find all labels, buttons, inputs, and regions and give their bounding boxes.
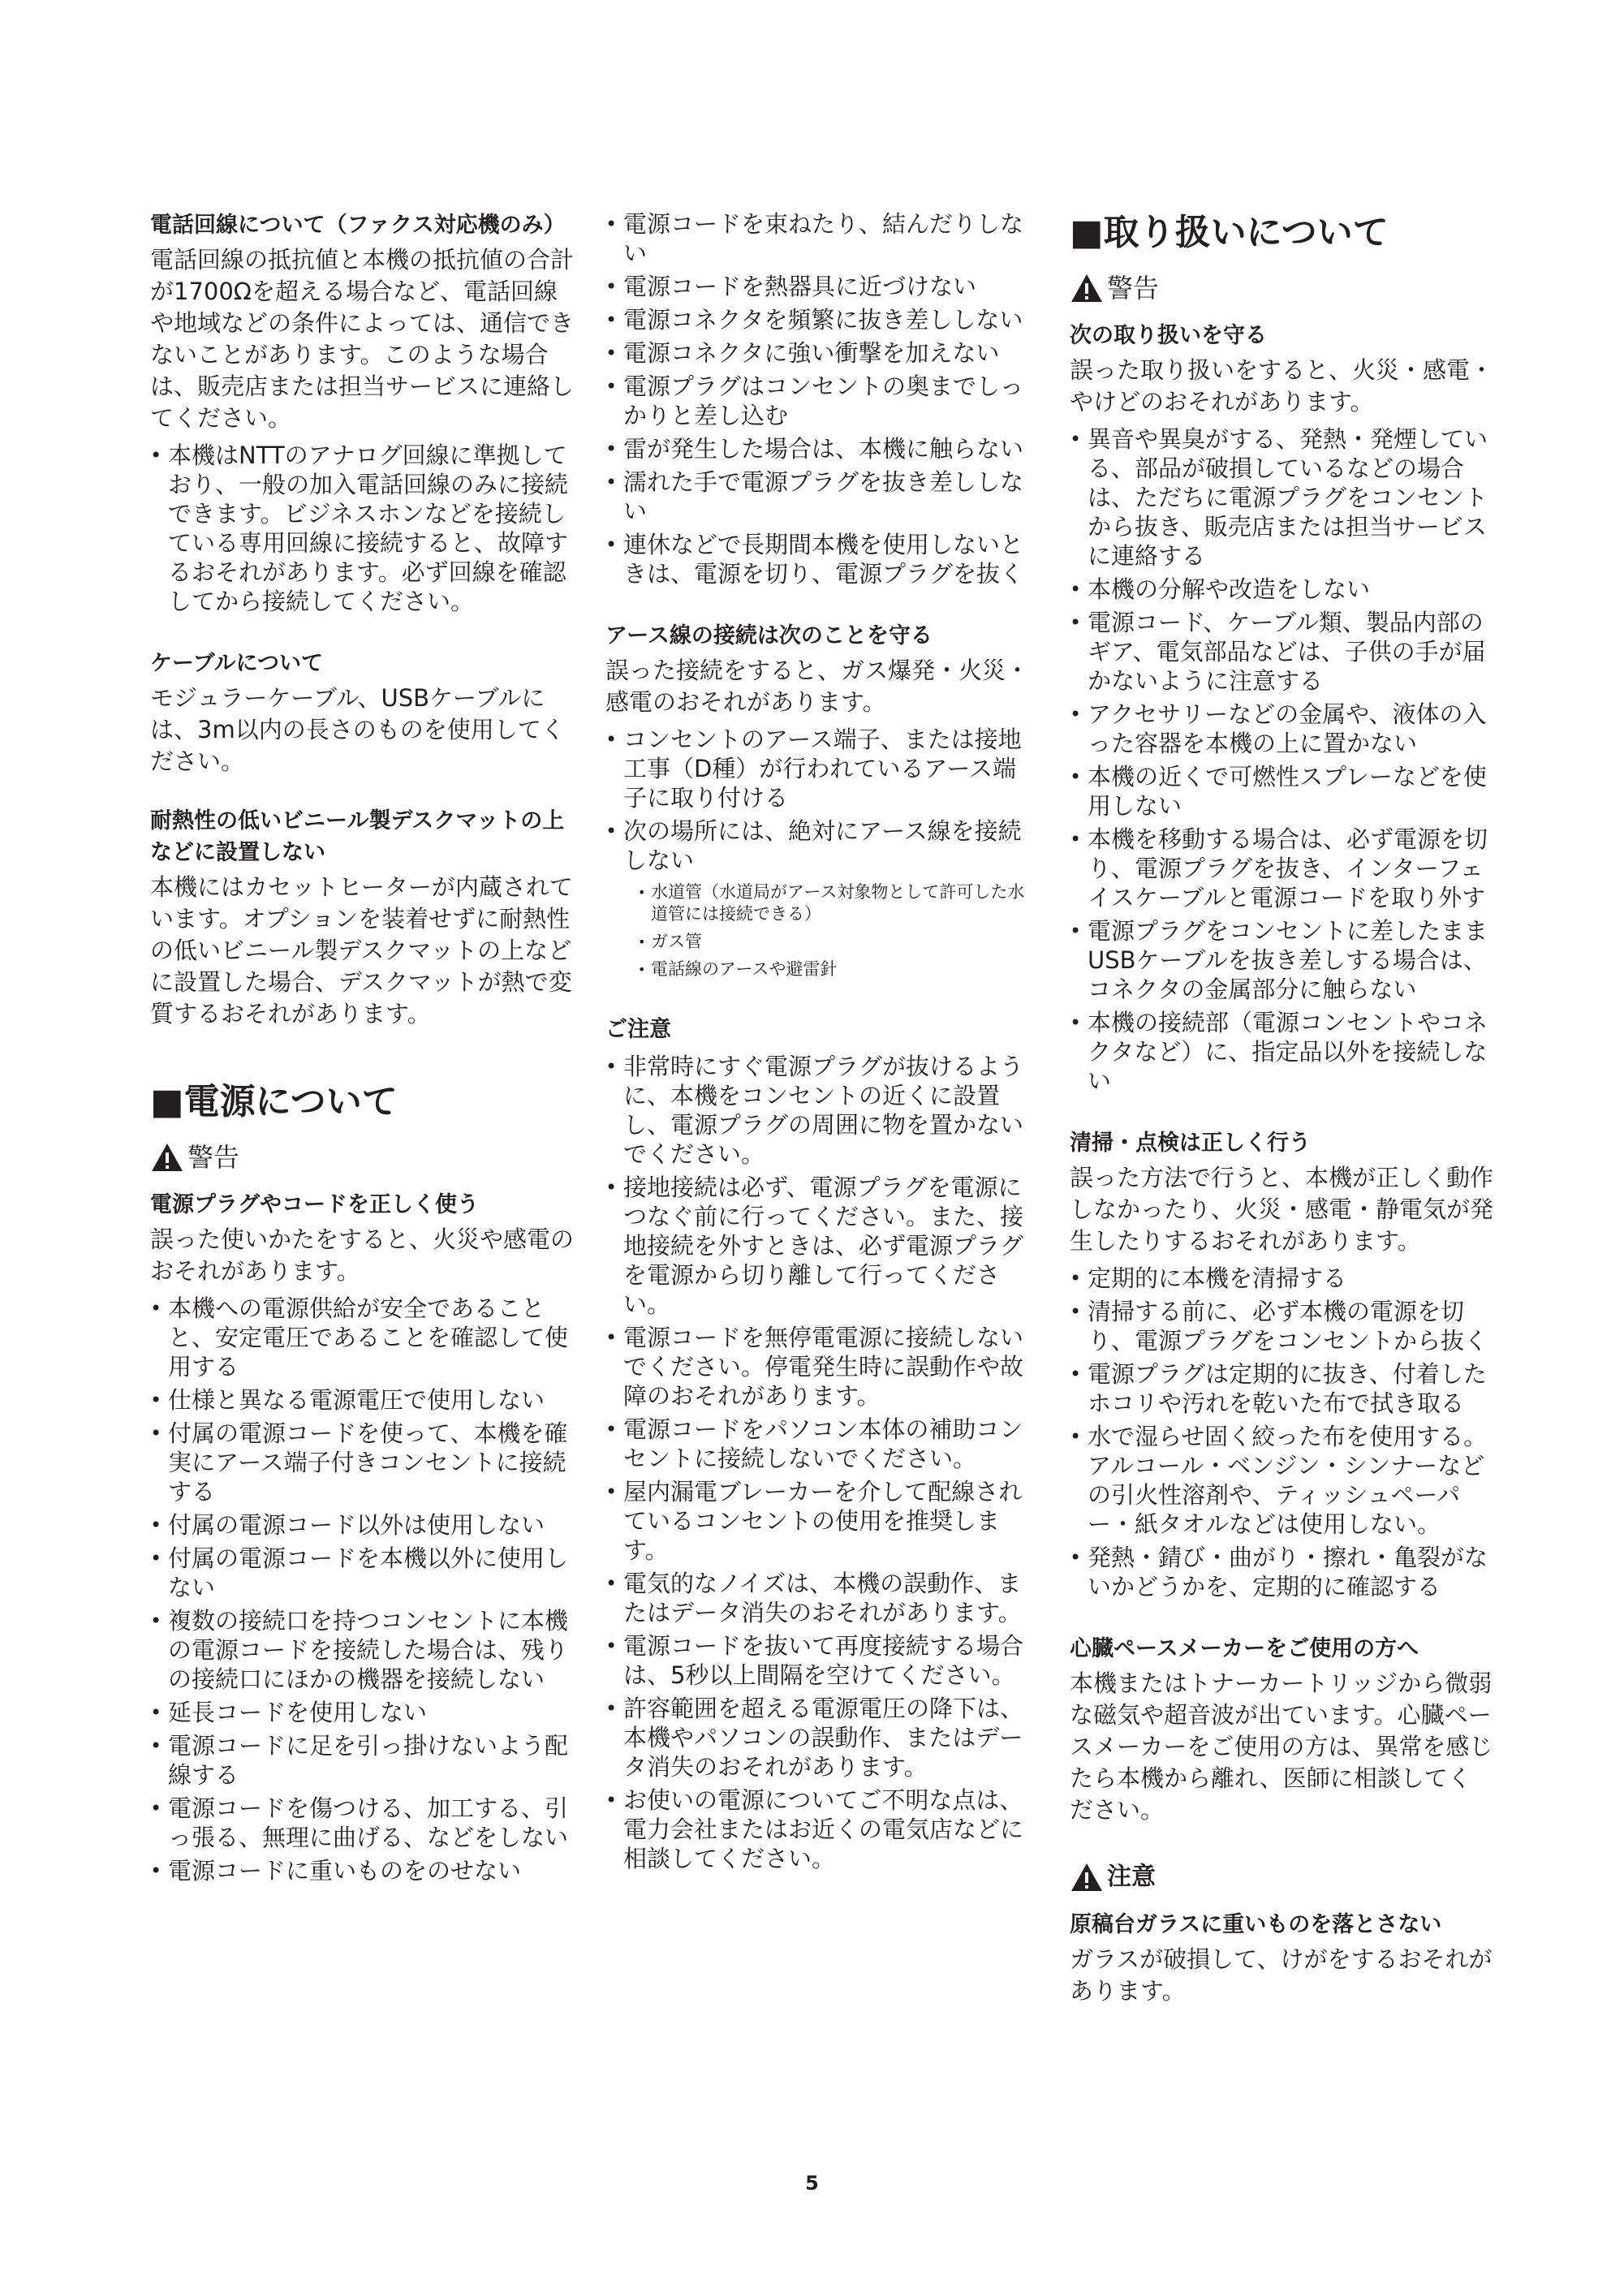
- list-item: • アクセサリーなどの金属や、液体の入った容器を本機の上に置かない: [1070, 700, 1493, 758]
- list-item: • 定期的に本機を清掃する: [1070, 1264, 1493, 1293]
- glass-title: 原稿台ガラスに重いものを落とさない: [1070, 1912, 1442, 1937]
- cleaning-body: 誤った方法で行うと、本機が正しく動作しなかったり、火災・感電・静電気が発生したりするおそれがあります。: [1070, 1164, 1494, 1255]
- list-item: • 本機はNTTのアナログ回線に準拠しており、一般の加入電話回線のみに接続できます。ビジネスホンなどを接続している専用回線に接続すると、故障するおそれがあります。必ず回線を確認してから接続してください。: [150, 441, 576, 616]
- cleaning-title: 清掃・点検は正しく行う: [1070, 1131, 1311, 1156]
- phone-line-title: 電話回線について（ファクス対応機のみ）: [150, 213, 566, 238]
- list-item: • 電源コード、ケーブル類、製品内部のギア、電気部品などは、子供の手が届かないように注意する: [1070, 608, 1493, 696]
- power-plug-title: 電源プラグやコードを正しく使う: [150, 1192, 479, 1217]
- phone-line-body: 電話回線の抵抗値と本機の抵抗値の合計が1700Ωを超える場合など、電話回線や地域などの条件によっては、通信できないことがあります。このような場合は、販売店または担当サービスに連絡してください。: [150, 246, 575, 432]
- handling-body: 誤った取り扱いをすると、火災・感電・やけどのおそれがあります。: [1070, 356, 1494, 416]
- list-item: • 本機の分解や改造をしない: [1070, 575, 1493, 604]
- caution-list: [605, 1052, 1036, 1873]
- list-item: • 屋内漏電ブレーカーを介して配線されているコンセントの使用を推奨します。: [605, 1477, 1036, 1565]
- list-item: • 電源コードを無停電電源に接続しないでください。停電発生時に誤動作や故障のおそれがあります。: [605, 1323, 1036, 1411]
- caution-title: ご注意: [605, 1017, 671, 1042]
- handling-list: [1070, 424, 1493, 1096]
- phone-line-list: [150, 441, 576, 616]
- list-item: • 電源コードを傷つける、加工する、引っ張る、無理に曲げる、などをしない: [150, 1794, 576, 1852]
- cable-title: ケーブルについて: [150, 651, 324, 676]
- list-item: • 発熱・錆び・曲がり・擦れ・亀裂がないかどうかを、定期的に確認する: [1070, 1543, 1493, 1601]
- list-item: • 電源プラグは定期的に抜き、付着したホコリや汚れを乾いた布で拭き取る: [1070, 1359, 1493, 1418]
- earth-body: 誤った接続をすると、ガス爆発・火災・感電のおそれがあります。: [605, 657, 1030, 716]
- list-item: • 水道管（水道局がアース対象物として許可した水道管には接続できる）: [638, 881, 1036, 925]
- list-item: • 接地接続は必ず、電源プラグを電源につなぐ前に行ってください。また、接地接続を外すときは、必ず電源プラグを電源から切り離して行ってください。: [605, 1173, 1036, 1319]
- list-item: • 非常時にすぐ電源プラグが抜けるように、本機をコンセントの近くに設置し、電源プラグの周囲に物を置かないでください。: [605, 1052, 1036, 1169]
- list-item: • 延長コードを使用しない: [150, 1698, 576, 1727]
- list-item: • 電源コネクタを頻繁に抜き差ししない: [605, 305, 1036, 334]
- list-item: • お使いの電源についてご不明な点は、電力会社またはお近くの電気店などに相談してください。: [605, 1786, 1036, 1873]
- list-item: • 電源コネクタに強い衝撃を加えない: [605, 338, 1036, 368]
- power-cord-list: [605, 209, 1036, 588]
- list-item: • 本機の接続部（電源コンセントやコネクタなど）に、指定品以外を接続しない: [1070, 1008, 1493, 1096]
- pacemaker-title: 心臓ペースメーカーをご使用の方へ: [1070, 1636, 1419, 1661]
- column-left: [150, 209, 576, 1889]
- column-middle: [605, 209, 1036, 1877]
- list-item: • コンセントのアース端子、または接地工事（D種）が行われているアース端子に取り付ける: [605, 725, 1036, 812]
- list-item: • 電源コードを抜いて再度接続する場合は、5秒以上間隔を空けてください。: [605, 1631, 1036, 1690]
- list-item: • ガス管: [638, 931, 1036, 953]
- handling-title: 次の取り扱いを守る: [1070, 323, 1267, 348]
- list-item: • 本機への電源供給が安全であることと、安定電圧であることを確認して使用する: [150, 1294, 576, 1381]
- list-item: • 複数の接続口を持つコンセントに本機の電源コードを接続した場合は、残りの接続口にほかの機器を接続しない: [150, 1606, 576, 1694]
- list-item: • 次の場所には、絶対にアース線を接続しない: [605, 816, 1036, 875]
- list-item: • 電気的なノイズは、本機の誤動作、またはデータ消失のおそれがあります。: [605, 1569, 1036, 1627]
- list-item: • 電源コードをパソコン本体の補助コンセントに接続しないでください。: [605, 1415, 1036, 1473]
- list-item: • 付属の電源コードを本機以外に使用しない: [150, 1544, 576, 1602]
- list-item: • 本機を移動する場合は、必ず電源を切り、電源プラグを抜き、インターフェイスケーブルと電源コードを取り外す: [1070, 825, 1493, 912]
- glass-body: ガラスが破損して、けがをするおそれがあります。: [1070, 1945, 1493, 2005]
- list-item: • 雷が発生した場合は、本機に触らない: [605, 434, 1036, 463]
- page-number: 5: [805, 2172, 819, 2195]
- list-item: • 付属の電源コードを使って、本機を確実にアース端子付きコンセントに接続する: [150, 1419, 576, 1506]
- attention-label: 注意: [1107, 1863, 1156, 1891]
- warning-label: 警告: [1107, 273, 1160, 304]
- list-item: • 水で湿らせ固く絞った布を使用する。アルコール・ベンジン・シンナーなどの引火性溶剤や、ティッシュペーパー・紙タオルなどは使用しない。: [1070, 1422, 1493, 1539]
- list-item: • 付属の電源コード以外は使用しない: [150, 1510, 576, 1540]
- warning-label: 警告: [187, 1142, 240, 1173]
- warning-icon: [1070, 273, 1104, 304]
- list-item: • 異音や異臭がする、発熱・発煙している、部品が破損しているなどの場合は、ただちに電源プラグをコンセントから抜き、販売店または担当サービスに連絡する: [1070, 424, 1493, 571]
- cleaning-list: [1070, 1264, 1493, 1601]
- list-item: • 電源プラグはコンセントの奥までしっかりと差し込む: [605, 372, 1036, 430]
- list-item: • 清掃する前に、必ず本機の電源を切り、電源プラグをコンセントから抜く: [1070, 1297, 1493, 1355]
- handling-heading: ■取り扱いについて: [1070, 212, 1389, 253]
- list-item: • 電話線のアースや避雷針: [638, 958, 1036, 980]
- list-item: • 仕様と異なる電源電圧で使用しない: [150, 1385, 576, 1415]
- earth-title: アース線の接続は次のことを守る: [605, 623, 933, 648]
- warning-icon: [150, 1142, 184, 1173]
- list-item: • 電源コードを熱器具に近づけない: [605, 272, 1036, 301]
- handling-warning: [1070, 271, 1493, 305]
- list-item: • 本機の近くで可燃性スプレーなどを使用しない: [1070, 762, 1493, 821]
- list-item: • 電源コードを束ねたり、結んだりしない: [605, 209, 1036, 268]
- cable-body: モジュラーケーブル、USBケーブルには、3m以内の長さのものを使用してください。: [150, 684, 565, 775]
- list-item: • 濡れた手で電源プラグを抜き差ししない: [605, 467, 1036, 526]
- pacemaker-body: 本機またはトナーカートリッジから微弱な磁気や超音波が出ています。心臓ペースメーカーをご使用の方は、異常を感じたら本機から離れ、医師に相談してください。: [1070, 1669, 1493, 1824]
- list-item: • 電源プラグをコンセントに差したままUSBケーブルを抜き差しする場合は、コネクタの金属部分に触らない: [1070, 916, 1493, 1004]
- caution-icon: [1070, 1862, 1104, 1893]
- earth-list: [605, 725, 1036, 875]
- list-item: • 電源コードに足を引っ掛けないよう配線する: [150, 1731, 576, 1790]
- power-warning: [150, 1140, 576, 1174]
- list-item: • 許容範囲を超える電源電圧の降下は、本機やパソコンの誤動作、またはデータ消失のおそれがあります。: [605, 1694, 1036, 1781]
- earth-sub-list: [638, 881, 1036, 980]
- list-item: • 連休などで長期間本機を使用しないときは、電源を切り、電源プラグを抜く: [605, 530, 1036, 588]
- list-item: • 電源コードに重いものをのせない: [150, 1856, 576, 1885]
- power-heading: ■電源について: [150, 1081, 398, 1122]
- column-right: [1070, 209, 1493, 2007]
- desk-mat-body: 本機にはカセットヒーターが内蔵されています。オプションを装着せずに耐熱性の低いビニール製デスクマットの上などに設置した場合、デスクマットが熱で変質するおそれがあります。: [150, 873, 573, 1027]
- desk-mat-title: 耐熱性の低いビニール製デスクマットの上などに設置しない: [150, 808, 565, 865]
- power-plug-body: 誤った使いかたをすると、火災や感電のおそれがあります。: [150, 1226, 575, 1285]
- power-plug-list: [150, 1294, 576, 1885]
- attention-warning: [1070, 1860, 1493, 1894]
